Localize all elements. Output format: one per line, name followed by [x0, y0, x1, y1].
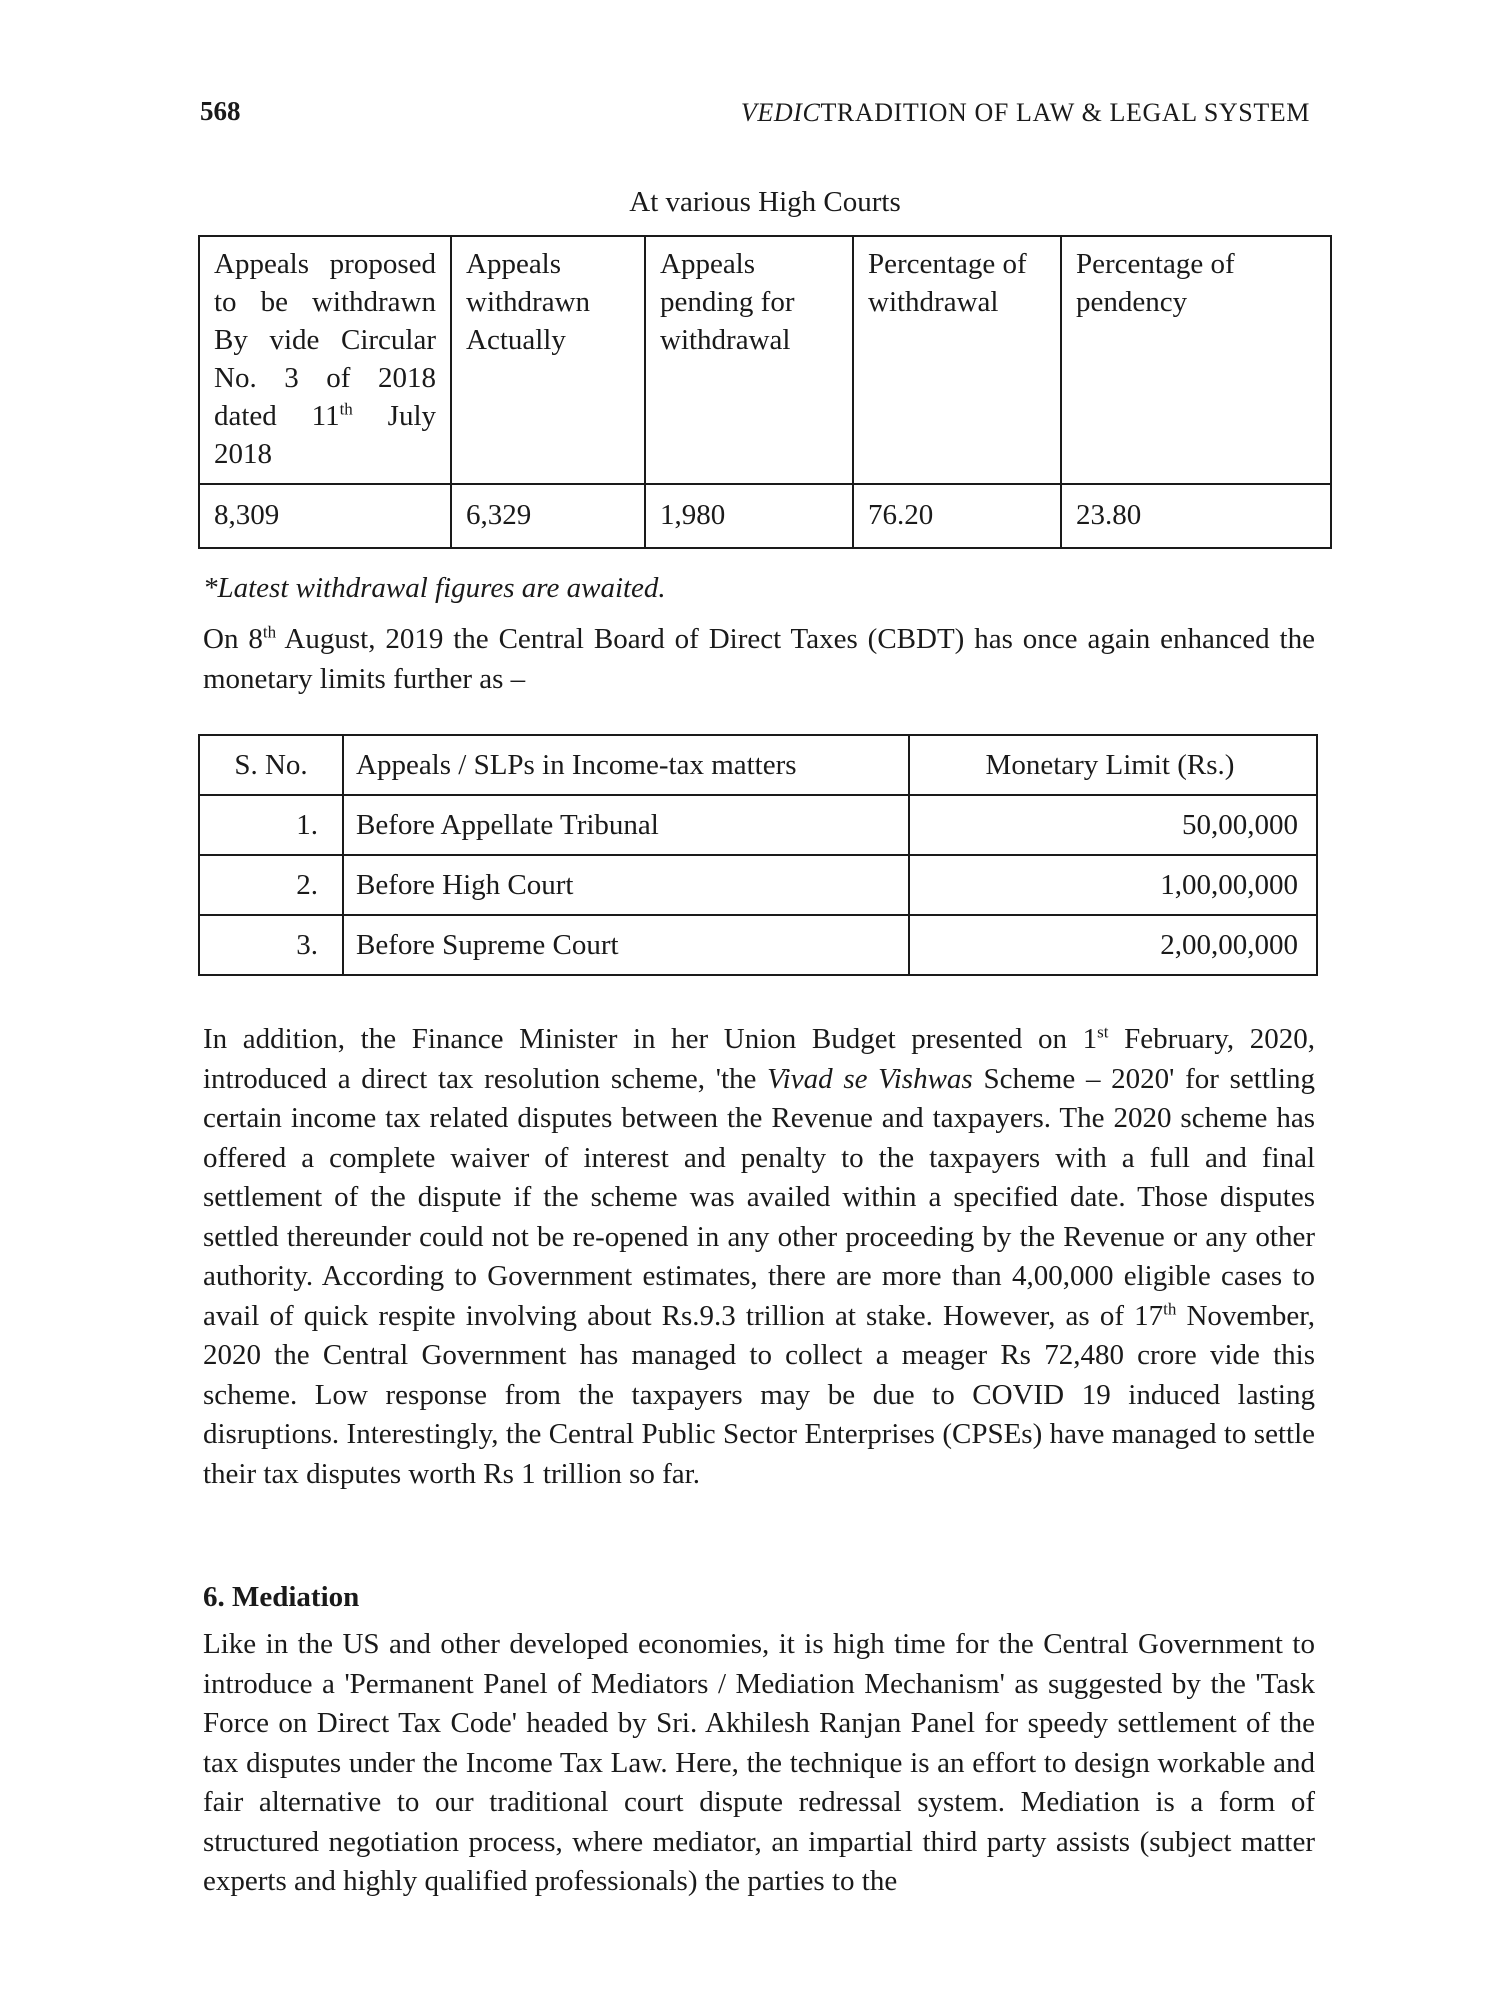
header-superscript: th: [339, 399, 353, 419]
row-matter: Before High Court: [343, 855, 909, 915]
paragraph-cbdt: [203, 620, 1315, 699]
header-appeals-proposed: [199, 236, 451, 484]
paragraph-text: November, 2020 the Central Government has managed to collect a meager Rs 72,480 crore vide this scheme. Low response from the taxpayers may be due to COVID 19 induced lasting disruptions. Interestingly, the Central Public Sector Enterprises (CPSEs) have managed to settle their tax disputes worth Rs 1 trillion so far.: [203, 1299, 1315, 1490]
header-percentage-pendency: Percentage of pendency: [1061, 236, 1331, 484]
paragraph-mediation: Like in the US and other developed economies, it is high time for the Central Government to introduce a 'Permanent Panel of Mediators / Mediation Mechanism' as suggested by the 'Task Force on Direct Tax Code' headed by Sri. Akhilesh Ranjan Panel for speedy settlement of the tax disputes under the Income Tax Law. Here, the technique is an effort to design workable and fair alternative to our traditional court dispute redressal system. Mediation is a form of structured negotiation process, where mediator, an impartial third party assists (subject matter experts and highly qualified professionals) the parties to the: [203, 1628, 1315, 1897]
high-courts-withdrawal-table: [198, 235, 1332, 549]
running-title: [741, 98, 1310, 128]
header-appeals-proposed-tail: July 2018: [214, 400, 436, 470]
header-appeals-withdrawn: Appeals withdrawn Actually: [451, 236, 645, 484]
monetary-limits-table: [198, 734, 1318, 976]
table-header-row: [199, 735, 1317, 795]
superscript: th: [1163, 1298, 1177, 1318]
paragraph-text: Scheme – 2020' for settling certain income tax related disputes between the Revenue and taxpayers. The 2020 scheme has offered a complete waiver of interest and penalty to the taxpayers with a full and final settlement of the dispute if the scheme was availed within a specified date. Those disputes settled thereunder could not be re-opened in any other proceeding by the Revenue or any other authority. According to Government estimates, there are more than 4,00,000 eligible cases to avail of quick respite involving about Rs.9.3 trillion at stake. However, as of 17: [203, 1062, 1315, 1332]
header-appeals-matters: Appeals / SLPs in Income-tax matters: [343, 735, 909, 795]
table-cell: 8,309: [199, 484, 451, 548]
table-cell: 76.20: [853, 484, 1061, 548]
running-title-italic: VEDIC: [740, 98, 821, 127]
table-footnote: *Latest withdrawal figures are awaited.: [203, 572, 666, 604]
paragraph-text: February, 2020, introduced a direct tax resolution scheme, 'the: [203, 1023, 1315, 1095]
table-row: [199, 795, 1317, 855]
header-monetary-limit: Monetary Limit (Rs.): [909, 735, 1317, 795]
header-appeals-proposed-text: Appeals proposed to be withdrawn By vide Circular No. 3 of 2018 dated 11: [214, 248, 436, 432]
paragraph-text: In addition, the Finance Minister in her Union Budget presented on 1: [203, 1023, 1098, 1055]
page-number: 568: [200, 96, 241, 126]
table-row: [199, 855, 1317, 915]
table-cell: 23.80: [1061, 484, 1331, 548]
row-sno: 2.: [199, 855, 343, 915]
row-sno: 1.: [199, 795, 343, 855]
row-sno: 3.: [199, 915, 343, 975]
table-cell: 6,329: [451, 484, 645, 548]
table1-caption: At various High Courts: [629, 186, 901, 218]
table-row: [199, 915, 1317, 975]
superscript: st: [1097, 1022, 1109, 1042]
paragraph-text: On 8: [203, 623, 263, 655]
row-limit: 2,00,00,000: [909, 915, 1317, 975]
header-percentage-withdrawal: Percentage of withdrawal: [853, 236, 1061, 484]
row-matter: Before Supreme Court: [343, 915, 909, 975]
scheme-name: Vivad se Vishwas: [767, 1062, 973, 1095]
paragraph-vivad-se-vishwas: [203, 1020, 1315, 1494]
table-cell: 1,980: [645, 484, 853, 548]
table-header-row: [199, 236, 1331, 484]
header-appeals-pending: Appeals pending for withdrawal: [645, 236, 853, 484]
paragraph-text: August, 2019 the Central Board of Direct Taxes (CBDT) has once again enhanced the monetary limits further as –: [203, 623, 1315, 695]
running-title-rest: TRADITION OF LAW & LEGAL SYSTEM: [820, 98, 1310, 127]
row-limit: 1,00,00,000: [909, 855, 1317, 915]
header-sno: S. No.: [199, 735, 343, 795]
row-limit: 50,00,000: [909, 795, 1317, 855]
section-heading: 6. Mediation: [203, 1581, 360, 1613]
superscript: th: [262, 622, 277, 642]
table-row: [199, 484, 1331, 548]
row-matter: Before Appellate Tribunal: [343, 795, 909, 855]
running-header: [200, 96, 1310, 136]
